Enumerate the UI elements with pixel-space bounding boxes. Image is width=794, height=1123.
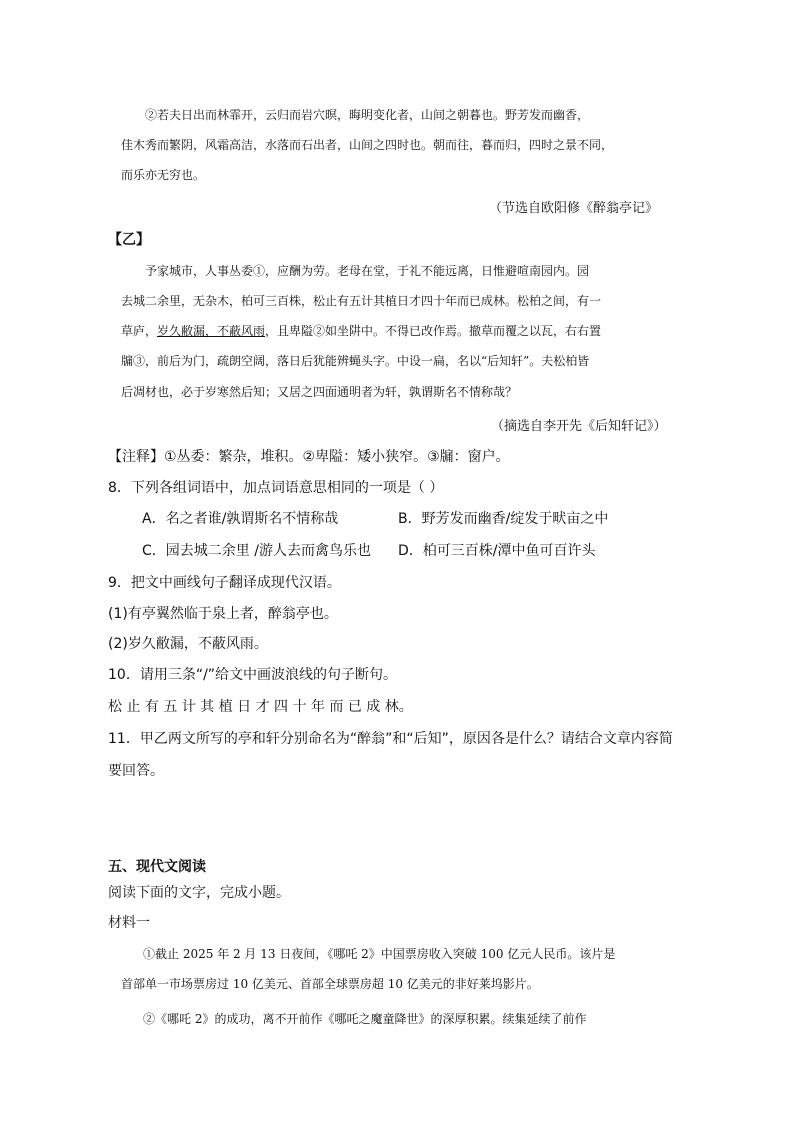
yi-passage-line: 予家城市，人事丛委①，应酬为劳。老母在堂，于礼不能远离，日惟避喧南园内。园: [145, 264, 590, 278]
question-9-item-1: (1)有亭翼然临于泉上者，醉翁亭也。: [108, 606, 338, 622]
yi-source: （摘选自李开先《后知轩记》）: [491, 419, 667, 434]
question-10: 10．请用三条“/”给文中画波浪线的句子断句。: [108, 667, 398, 683]
yi-passage-line: [121, 322, 601, 339]
question-9: 9．把文中画线句子翻译成现代汉语。: [108, 575, 341, 591]
question-8: 8．下列各组词语中，加点词语意思相同的一项是（ ）: [108, 480, 444, 496]
yi-line3-pre: 草庐，: [121, 324, 158, 338]
notes: 【注释】①丛委：繁杂，堆积。②卑隘：矮小狭窄。③牖：窗户。: [108, 449, 510, 465]
q8-option-c: C．园去城二余里 /游人去而禽鸟乐也: [142, 543, 371, 559]
yi-line3-post: ，且卑隘②如坐阱中。不得已改作焉。撤草而覆之以瓦，右右置: [265, 324, 602, 338]
section-5-heading: 五、现代文阅读: [108, 859, 206, 875]
section-5-instruction: 阅读下面的文字，完成小题。: [108, 885, 290, 901]
material-paragraph-line: ②《哪吒 2》的成功，离不开前作《哪吒之魔童降世》的深厚积累。续集延续了前作: [143, 1012, 587, 1026]
underlined-sentence: 岁久敝漏，不蔽风雨: [157, 324, 266, 338]
q8-option-a: A．名之者谁/孰谓斯名不情称哉: [142, 511, 339, 527]
jia-source: （节选自欧阳修《醉翁亭记》: [489, 201, 659, 216]
q8-option-d: D．柏可三百株/潭中鱼可百许头: [398, 543, 596, 559]
material-label: 材料一: [108, 915, 150, 931]
question-11-continued: 要回答。: [108, 763, 164, 779]
yi-heading: 【乙】: [108, 232, 150, 248]
jia-passage-line: 而乐亦无穷也。: [121, 168, 206, 182]
question-11: 11．甲乙两文所写的亭和轩分别命名为“醉翁”和“后知”，原因各是什么？请结合文章内容简: [108, 731, 673, 747]
question-10-sentence: 松 止 有 五 计 其 植 日 才 四 十 年 而 已 成 林。: [108, 699, 413, 715]
yi-passage-line: 去城二余里，无杂木，柏可三百株，松止有五计其植日才四十年而已成林。松柏之间，有一: [121, 294, 602, 308]
material-paragraph-line: ①截止 2025 年 2 月 13 日夜间，《哪吒 2》中国票房收入突破 100 亿元人民币。该片是: [143, 947, 616, 961]
jia-passage-line: 佳木秀而繁阴，风霜高洁，水落而石出者，山间之四时也。朝而往，暮而归，四时之景不同，: [121, 138, 614, 152]
material-paragraph-line: 首部单一市场票房过 10 亿美元、首部全球票房超 10 亿美元的非好莱坞影片。: [121, 977, 539, 991]
q8-option-b: B．野芳发而幽香/绽发于畎亩之中: [398, 511, 609, 527]
question-9-item-2: (2)岁久敝漏，不蔽风雨。: [108, 636, 268, 652]
yi-passage-line: 牖③，前后为门，疏朗空阔，落日后犹能辨蝇头字。中设一扁，名以“后知轩”。夫松柏皆: [121, 354, 590, 368]
yi-passage-line: 后凋材也，必于岁寒然后知；又居之四面通明者为轩，孰谓斯名不情称哉？: [121, 385, 518, 399]
jia-passage-line: ②若夫日出而林霏开，云归而岩穴暝，晦明变化者，山间之朝暮也。野芳发而幽香，: [145, 108, 590, 122]
